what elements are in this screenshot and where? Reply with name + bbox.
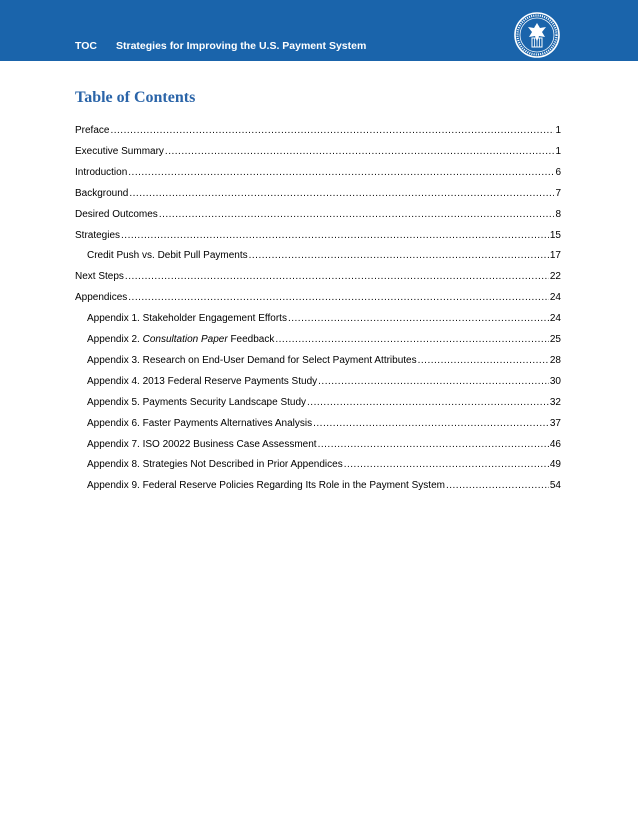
toc-entry-label: Appendix 4. 2013 Federal Reserve Payments Study — [87, 375, 318, 387]
toc-entry[interactable] — [87, 375, 561, 389]
toc-entry-page-number: 6 — [555, 166, 561, 178]
toc-leader-dots — [344, 458, 549, 472]
toc-entry-label-italic: Consultation Paper — [142, 334, 228, 345]
toc-entry-label-suffix: Feedback — [227, 334, 275, 345]
toc-leader-dots — [318, 375, 549, 389]
toc-leader-dots — [418, 354, 549, 368]
federal-reserve-seal-icon — [513, 11, 561, 59]
toc-entry-page-number: 25 — [549, 334, 561, 345]
toc-entry[interactable] — [87, 249, 561, 263]
toc-entry-label: Introduction — [75, 166, 128, 178]
header-section-label: TOC — [75, 40, 97, 52]
toc-heading: Table of Contents — [75, 89, 196, 106]
toc-entry-label: Appendix 9. Federal Reserve Policies Regarding Its Role in the Payment System — [87, 480, 445, 492]
toc-entry-label: Appendices — [75, 292, 128, 304]
toc-leader-dots — [318, 438, 549, 452]
toc-entry-page-number: 17 — [549, 250, 561, 262]
toc-leader-dots — [121, 229, 549, 243]
toc-leader-dots — [110, 124, 554, 138]
toc-entry-label: Credit Push vs. Debit Pull Payments — [87, 250, 248, 262]
toc-entry-label: Appendix 1. Stakeholder Engagement Efforts — [87, 313, 287, 325]
toc-leader-dots — [249, 249, 549, 263]
toc-entry-label — [87, 333, 274, 347]
toc-entry[interactable] — [75, 145, 561, 159]
toc-leader-dots — [275, 333, 549, 347]
toc-entry[interactable] — [75, 124, 561, 138]
toc-entry-page-number: 46 — [549, 438, 561, 450]
toc-entry-page-number: 1 — [555, 145, 561, 157]
toc-entry[interactable] — [75, 270, 561, 284]
toc-entry-page-number: 37 — [549, 417, 561, 429]
toc-entry[interactable] — [75, 291, 561, 305]
toc-entry-page-number: 32 — [549, 396, 561, 408]
toc-leader-dots — [288, 312, 549, 326]
toc-entry[interactable] — [75, 187, 561, 201]
toc-entry-page-number: 22 — [549, 271, 561, 283]
toc-entry-page-number: 28 — [549, 354, 561, 366]
toc-entry-label: Background — [75, 187, 129, 199]
toc-entry[interactable] — [87, 333, 561, 347]
toc-entry-page-number: 7 — [555, 187, 561, 199]
toc-entry[interactable] — [75, 166, 561, 180]
toc-entry-label: Preface — [75, 125, 110, 136]
toc-leader-dots — [313, 417, 549, 431]
toc-leader-dots — [159, 208, 555, 222]
toc-entry-page-number: 24 — [549, 292, 561, 304]
toc-leader-dots — [128, 291, 549, 305]
page-header — [0, 0, 638, 61]
toc-leader-dots — [165, 145, 555, 159]
toc-entry-page-number: 30 — [549, 375, 561, 387]
toc-entry-label: Desired Outcomes — [75, 208, 158, 220]
toc-entry[interactable] — [87, 354, 561, 368]
toc-entry-page-number: 24 — [549, 313, 561, 325]
toc-entry-label: Appendix 5. Payments Security Landscape Study — [87, 396, 307, 408]
toc-entry-label: Appendix 3. Research on End-User Demand for Select Payment Attributes — [87, 354, 417, 366]
header-document-title: Strategies for Improving the U.S. Payment System — [116, 40, 367, 52]
toc-entry-label: Next Steps — [75, 271, 124, 283]
toc-entry-label: Appendix 7. ISO 20022 Business Case Assessment — [87, 438, 317, 450]
toc-leader-dots — [128, 166, 554, 180]
toc-entry-label: Appendix 6. Faster Payments Alternatives Analysis — [87, 417, 313, 429]
toc-entry-page-number: 1 — [555, 125, 561, 136]
toc-entry-label: Executive Summary — [75, 145, 164, 157]
toc-entry-page-number: 49 — [549, 459, 561, 471]
toc-leader-dots — [307, 396, 549, 410]
toc-entry-label: Strategies — [75, 229, 121, 241]
toc-entry[interactable] — [87, 458, 561, 472]
toc-entry-page-number: 15 — [549, 229, 561, 241]
toc-entry[interactable] — [87, 312, 561, 326]
toc-entry[interactable] — [87, 479, 561, 493]
toc-entry-page-number: 8 — [555, 208, 561, 220]
toc-entry[interactable] — [75, 229, 561, 243]
toc-entry[interactable] — [75, 208, 561, 222]
toc-entry-label: Appendix 8. Strategies Not Described in Prior Appendices — [87, 459, 343, 471]
toc-entry[interactable] — [87, 417, 561, 431]
toc-entry-label-prefix: Appendix 2. — [87, 334, 143, 345]
toc-leader-dots — [446, 479, 549, 493]
toc-entry[interactable] — [87, 438, 561, 452]
toc-leader-dots — [129, 187, 554, 201]
toc-entry[interactable] — [87, 396, 561, 410]
toc-entry-page-number: 54 — [549, 480, 561, 492]
toc-leader-dots — [125, 270, 549, 284]
